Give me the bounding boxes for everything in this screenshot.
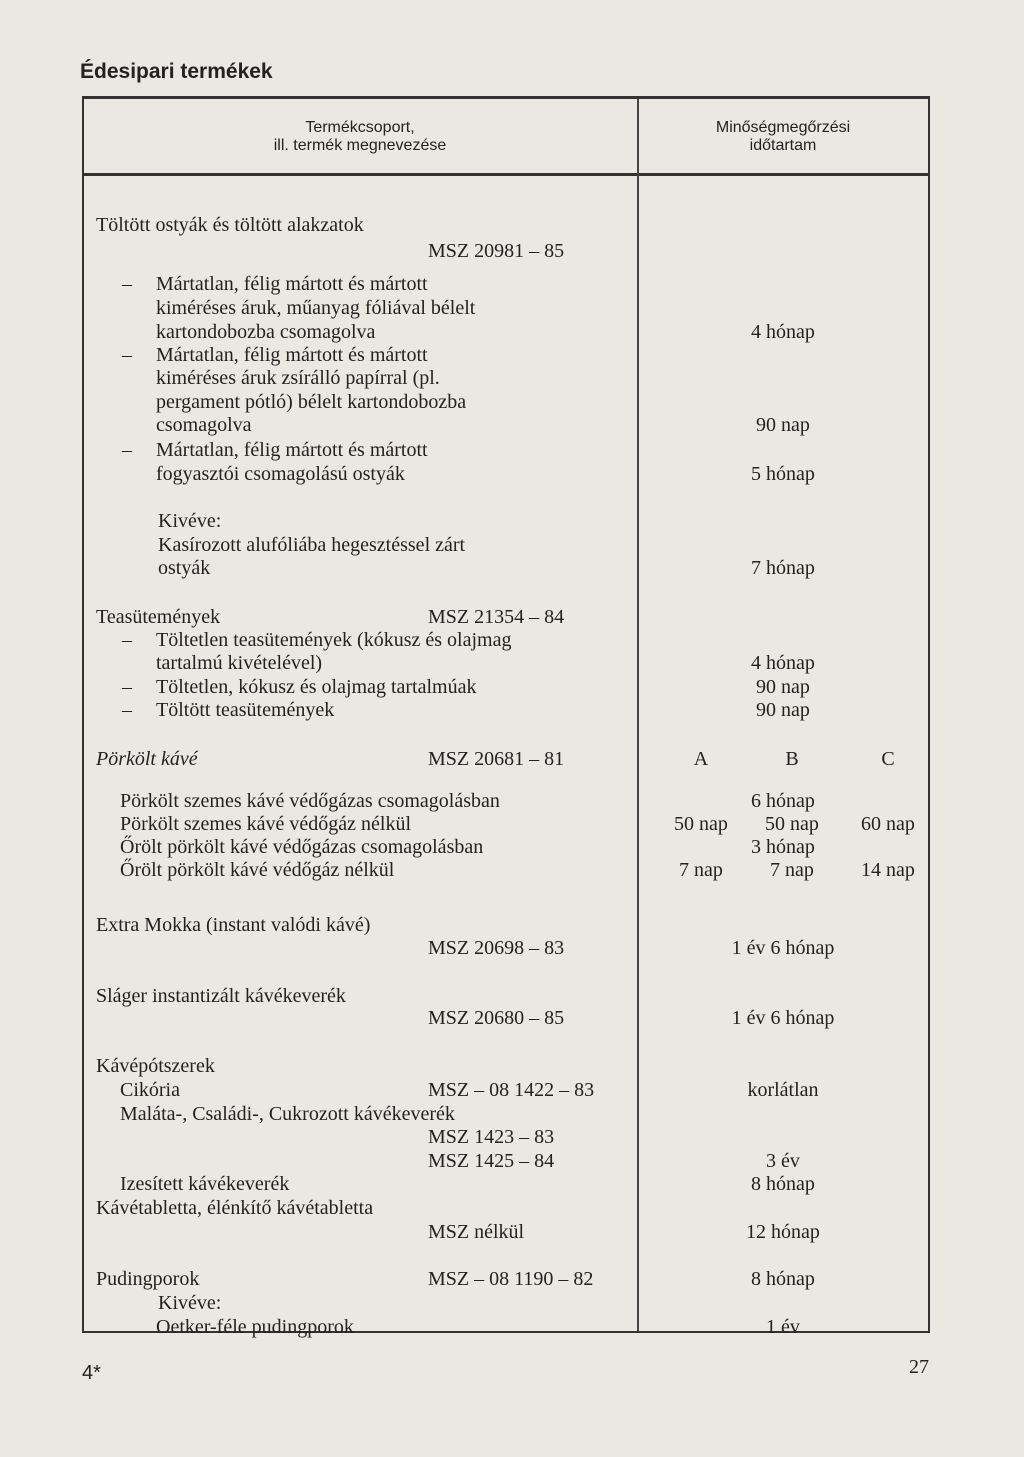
row-shelf-life: 5 hónap	[751, 463, 815, 485]
row-label: Kivéve:	[158, 510, 222, 532]
row-label: Sláger instantizált kávékeverék	[96, 985, 346, 1007]
row-label: ostyák	[158, 557, 211, 579]
row-label: Töltetlen teasütemények (kókusz és olajmag	[156, 629, 512, 651]
table-top-rule	[83, 96, 929, 99]
row-shelf-life-c: 14 nap	[861, 859, 915, 881]
row-label: Kávétabletta, élénkítő kávétabletta	[96, 1197, 374, 1219]
row-shelf-life-a: 7 nap	[679, 859, 723, 881]
row-shelf-life: 1 év 6 hónap	[731, 1007, 835, 1029]
row-label: Pudingporok	[96, 1268, 200, 1290]
row-label: Töltetlen, kókusz és olajmag tartalmúak	[156, 676, 477, 698]
row-label: csomagolva	[156, 414, 252, 436]
row-label: Mártatlan, félig mártott és mártott	[156, 344, 428, 366]
row-standard: MSZ 20698 – 83	[428, 937, 565, 959]
row-shelf-life-b: B	[785, 748, 799, 770]
row-standard: MSZ – 08 1190 – 82	[428, 1268, 594, 1290]
row-standard: MSZ 20681 – 81	[428, 748, 565, 770]
row-label: kartondobozba csomagolva	[156, 321, 376, 343]
row-label: fogyasztói csomagolású ostyák	[156, 463, 405, 485]
row-dash: –	[122, 439, 132, 461]
row-label: Kivéve:	[158, 1292, 222, 1314]
page-number: 27	[909, 1356, 929, 1378]
row-shelf-life: 1 év 6 hónap	[731, 937, 835, 959]
header-shelf-life	[640, 119, 926, 155]
header-shelf-life-line1: Minőségmegőrzési	[715, 119, 851, 136]
row-dash: –	[122, 273, 132, 295]
section-title: Édesipari termékek	[80, 60, 273, 83]
row-label: kiméréses áruk zsírálló papírral (pl.	[156, 367, 440, 389]
row-standard: MSZ nélkül	[428, 1221, 525, 1243]
row-shelf-life-a: A	[693, 748, 709, 770]
row-dash: –	[122, 699, 132, 721]
row-standard: MSZ 20680 – 85	[428, 1007, 565, 1029]
row-standard: MSZ 1423 – 83	[428, 1126, 555, 1148]
row-dash: –	[122, 629, 132, 651]
row-standard: MSZ 20981 – 85	[428, 240, 565, 262]
row-shelf-life: korlátlan	[747, 1079, 819, 1101]
row-shelf-life: 3 hónap	[751, 836, 815, 858]
row-shelf-life: 8 hónap	[751, 1268, 815, 1290]
row-standard: MSZ 1425 – 84	[428, 1150, 555, 1172]
row-shelf-life-a: 50 nap	[674, 813, 728, 835]
row-label: Őrölt pörkölt kávé védőgáz nélkül	[120, 859, 395, 881]
header-shelf-life-line2: időtartam	[749, 137, 817, 154]
row-label: Extra Mokka (instant valódi kávé)	[96, 914, 371, 936]
row-shelf-life: 6 hónap	[751, 790, 815, 812]
row-label: Cikória	[120, 1079, 180, 1101]
row-label: Töltött teasütemények	[156, 699, 335, 721]
row-dash: –	[122, 344, 132, 366]
row-standard: MSZ – 08 1422 – 83	[428, 1079, 595, 1101]
row-label: Maláta-, Családi-, Cukrozott kávékeverék	[120, 1103, 455, 1125]
header-bottom-rule	[83, 173, 929, 176]
row-shelf-life: 4 hónap	[751, 652, 815, 674]
row-shelf-life: 4 hónap	[751, 321, 815, 343]
row-shelf-life-b: 50 nap	[765, 813, 819, 835]
row-shelf-life-c: 60 nap	[861, 813, 915, 835]
header-product-line1: Termékcsoport,	[305, 119, 415, 136]
row-shelf-life: 7 hónap	[751, 557, 815, 579]
row-label: Pörkölt szemes kávé védőgáz nélkül	[120, 813, 412, 835]
row-label: Izesített kávékeverék	[120, 1173, 290, 1195]
column-divider	[637, 99, 639, 1331]
row-label: Mártatlan, félig mártott és mártott	[156, 439, 428, 461]
table-right-rule	[928, 96, 930, 1332]
row-shelf-life: 90 nap	[756, 676, 810, 698]
row-label: Pörkölt kávé	[96, 748, 198, 770]
row-shelf-life: 90 nap	[756, 414, 810, 436]
row-label: Kávépótszerek	[96, 1055, 215, 1077]
row-shelf-life: 3 év	[766, 1150, 800, 1172]
row-standard: MSZ 21354 – 84	[428, 606, 565, 628]
row-label: kiméréses áruk, műanyag fóliával bélelt	[156, 297, 476, 319]
row-shelf-life: 1 év	[766, 1316, 800, 1338]
row-label: pergament pótló) bélelt kartondobozba	[156, 391, 467, 413]
row-shelf-life-c: C	[881, 748, 895, 770]
header-product-line2: ill. termék megnevezése	[273, 137, 447, 154]
signature-mark: 4*	[82, 1362, 101, 1384]
row-label: Mártatlan, félig mártott és mártott	[156, 273, 428, 295]
row-label: Őrölt pörkölt kávé védőgázas csomagolásban	[120, 836, 484, 858]
row-label: Töltött ostyák és töltött alakzatok	[96, 214, 364, 236]
row-label: Oetker-féle pudingporok	[156, 1316, 354, 1338]
row-dash: –	[122, 676, 132, 698]
row-shelf-life: 12 hónap	[746, 1221, 820, 1243]
row-label: Teasütemények	[96, 606, 221, 628]
header-product	[85, 119, 635, 155]
row-shelf-life-b: 7 nap	[770, 859, 814, 881]
row-shelf-life: 8 hónap	[751, 1173, 815, 1195]
row-shelf-life: 90 nap	[756, 699, 810, 721]
row-label: Pörkölt szemes kávé védőgázas csomagolásban	[120, 790, 500, 812]
table-left-rule	[82, 96, 84, 1332]
row-label: Kasírozott alufóliába hegesztéssel zárt	[158, 534, 466, 556]
row-label: tartalmú kivételével)	[156, 652, 323, 674]
